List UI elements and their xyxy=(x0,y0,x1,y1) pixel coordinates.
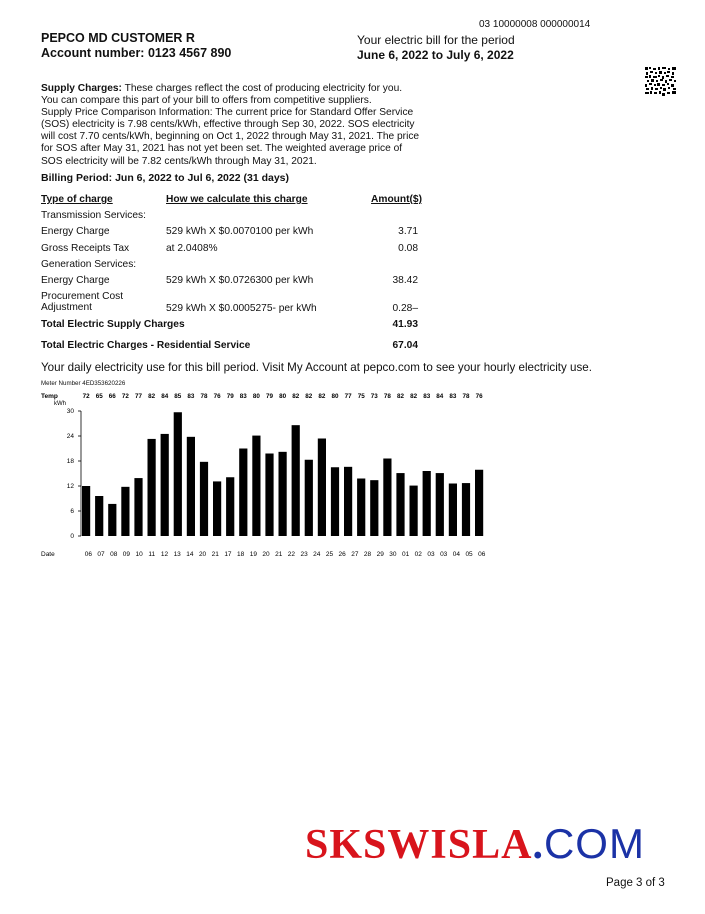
temp-value: 72 xyxy=(121,393,129,400)
charges-table xyxy=(41,194,430,356)
usage-bar xyxy=(423,471,431,536)
date-tick-label: 20 xyxy=(262,551,270,558)
document-id: 03 10000008 000000014 xyxy=(479,19,591,30)
usage-bar xyxy=(148,439,156,536)
usage-bar xyxy=(370,480,378,536)
date-tick-label: 18 xyxy=(237,551,245,558)
usage-bar xyxy=(200,462,208,536)
table-row xyxy=(41,243,430,259)
usage-bar xyxy=(331,467,339,536)
billing-period: Billing Period: Jun 6, 2022 to Jul 6, 2022 (31 days) xyxy=(41,172,290,184)
usage-bar xyxy=(279,452,287,536)
table-row xyxy=(41,275,430,291)
temp-value: 80 xyxy=(331,393,339,400)
usage-bar xyxy=(82,486,90,536)
temp-value: 84 xyxy=(161,393,169,400)
usage-bar xyxy=(383,459,391,537)
date-tick-label: 22 xyxy=(287,551,296,558)
temp-value: 85 xyxy=(174,393,182,400)
table-row xyxy=(41,259,430,275)
total-supply-row xyxy=(41,319,430,335)
temp-value: 79 xyxy=(265,393,274,400)
temp-value: 77 xyxy=(344,393,352,400)
temp-value: 82 xyxy=(318,393,326,400)
temp-value: 77 xyxy=(134,393,143,400)
temp-value: 73 xyxy=(370,393,378,400)
charge-type: Generation Services: xyxy=(41,258,137,270)
usage-bar xyxy=(239,449,247,537)
total-residential-label: Total Electric Charges - Residential Service xyxy=(41,339,251,351)
temp-value: 82 xyxy=(148,393,156,400)
charge-calculation: 529 kWh X $0.0070100 per kWh xyxy=(166,226,314,238)
date-tick-label: 21 xyxy=(211,551,219,558)
table-row xyxy=(41,291,430,319)
total-supply-amount: 41.93 xyxy=(392,319,418,331)
total-supply-label: Total Electric Supply Charges xyxy=(41,319,185,331)
y-tick-label: 6 xyxy=(70,508,74,515)
usage-bar xyxy=(318,439,326,537)
bill-period-label: Your electric bill for the period xyxy=(357,33,515,47)
usage-bar xyxy=(265,454,273,537)
x-axis-label: Date xyxy=(41,551,55,558)
date-tick-label: 08 xyxy=(110,551,118,558)
temp-value: 66 xyxy=(108,393,116,400)
date-tick-label: 23 xyxy=(300,551,308,558)
temp-value: 84 xyxy=(436,393,444,400)
temp-value: 78 xyxy=(383,393,391,400)
usage-bar xyxy=(462,483,470,536)
usage-bar xyxy=(174,412,182,536)
charge-amount: 0.28– xyxy=(392,303,418,315)
y-tick-label: 24 xyxy=(66,433,74,440)
charge-calculation xyxy=(166,259,363,275)
table-row xyxy=(41,210,430,226)
charge-amount: 38.42 xyxy=(392,274,418,286)
temp-value: 75 xyxy=(357,393,365,400)
charges-header-row xyxy=(41,194,430,210)
charge-calculation xyxy=(166,210,363,226)
usage-bar xyxy=(449,484,457,537)
usage-bar xyxy=(161,434,169,536)
total-residential-amount: 67.04 xyxy=(392,339,418,351)
watermark-tld: COM xyxy=(543,820,645,867)
date-tick-label: 09 xyxy=(122,551,131,558)
watermark-main: SKSWISLA xyxy=(305,822,533,868)
temp-value: 83 xyxy=(423,393,431,400)
usage-note: Your daily electricity use for this bill period. Visit My Account at pepco.com to see your hourly electricity use. xyxy=(41,361,592,374)
supply-line-2: You can compare this part of your bill to offers from competitive suppliers. xyxy=(41,95,372,107)
date-tick-label: 07 xyxy=(97,551,105,558)
y-tick-label: 18 xyxy=(66,458,74,465)
date-tick-label: 03 xyxy=(427,551,435,558)
usage-bar xyxy=(134,478,142,536)
temp-label: Temp xyxy=(41,393,58,400)
date-tick-label: 24 xyxy=(313,551,321,558)
y-tick-label: 12 xyxy=(66,483,74,490)
temp-value: 76 xyxy=(213,393,221,400)
temp-value: 82 xyxy=(396,393,405,400)
charge-amount xyxy=(363,210,430,226)
usage-bar xyxy=(436,473,444,536)
customer-name: PEPCO MD CUSTOMER R xyxy=(41,31,195,45)
bill-period-dates: June 6, 2022 to July 6, 2022 xyxy=(357,48,514,62)
charge-calculation: 529 kWh X $0.0005275- per kWh xyxy=(166,303,317,315)
temp-value: 76 xyxy=(475,393,483,400)
account-number: Account number: 0123 4567 890 xyxy=(41,46,232,60)
date-tick-label: 19 xyxy=(249,551,257,558)
date-tick-label: 12 xyxy=(160,551,169,558)
usage-bar xyxy=(95,496,103,536)
temp-value: 78 xyxy=(200,393,208,400)
temp-value: 83 xyxy=(187,393,195,400)
watermark-logo xyxy=(305,820,645,869)
temp-value: 83 xyxy=(449,393,457,400)
page-number: Page 3 of 3 xyxy=(606,877,665,889)
usage-bar xyxy=(410,486,418,536)
charge-calculation: 529 kWh X $0.0726300 per kWh xyxy=(166,274,314,286)
header-amount: Amount($) xyxy=(371,194,422,205)
usage-bar xyxy=(121,487,129,536)
date-tick-label: 06 xyxy=(84,551,92,558)
usage-bar xyxy=(252,436,260,536)
date-tick-label: 29 xyxy=(376,551,384,558)
temp-value: 82 xyxy=(292,393,300,400)
temp-value: 79 xyxy=(226,393,234,400)
date-tick-label: 30 xyxy=(389,551,397,558)
y-axis-label: kWh xyxy=(54,401,66,407)
date-tick-label: 28 xyxy=(363,551,372,558)
charge-amount: 3.71 xyxy=(398,226,418,238)
date-tick-label: 14 xyxy=(186,551,194,558)
temp-value: 65 xyxy=(95,393,103,400)
daily-usage-chart xyxy=(40,390,500,565)
total-residential-row xyxy=(41,336,430,356)
temp-value: 82 xyxy=(305,393,313,400)
date-tick-label: 03 xyxy=(440,551,448,558)
charge-type: Transmission Services: xyxy=(41,210,146,222)
usage-bar xyxy=(292,425,300,536)
usage-bar xyxy=(187,437,195,536)
bill-period-block xyxy=(357,33,515,63)
charge-type: Energy Charge xyxy=(41,274,110,286)
date-tick-label: 10 xyxy=(135,551,143,558)
usage-bar xyxy=(475,470,483,536)
date-tick-label: 17 xyxy=(224,551,232,558)
temp-value: 80 xyxy=(279,393,287,400)
usage-bar xyxy=(357,479,365,537)
supply-line-3: Supply Price Comparison Information: The current price for Standard Offer Service (SOS) electricity is 7.98 cents/kWh, effective through Sep 30, 2022. SOS electricity will cost 7.70 cents/kWh, beginning on Oct 1, 2022 through May 31, 2021. The price for SOS after May 31, 2021 has not yet been set. The weighted average price of SOS electricity will be 7.82 cents/kWh through May 31, 2021. xyxy=(41,107,420,167)
y-tick-label: 0 xyxy=(70,533,74,540)
supply-charges-info xyxy=(41,83,421,168)
charge-type: Procurement Cost Adjustment xyxy=(41,291,124,314)
date-tick-label: 05 xyxy=(465,551,473,558)
date-tick-label: 26 xyxy=(338,551,346,558)
date-tick-label: 01 xyxy=(401,551,410,558)
charge-amount: 0.08 xyxy=(398,242,418,254)
header-calculation: How we calculate this charge xyxy=(166,194,308,205)
date-tick-label: 13 xyxy=(173,551,181,558)
date-tick-label: 21 xyxy=(275,551,283,558)
watermark-dot: . xyxy=(532,822,544,868)
temp-value: 72 xyxy=(82,393,90,400)
temp-value: 78 xyxy=(462,393,470,400)
usage-bar xyxy=(226,477,234,536)
temp-value: 80 xyxy=(252,393,260,400)
qr-code-icon xyxy=(645,67,676,96)
customer-block xyxy=(41,31,231,61)
temp-value: 82 xyxy=(410,393,418,400)
charge-amount xyxy=(363,259,430,275)
charge-type: Energy Charge xyxy=(41,226,110,238)
usage-bar xyxy=(108,504,116,536)
temp-value: 83 xyxy=(239,393,247,400)
y-tick-label: 30 xyxy=(66,408,74,415)
date-tick-label: 25 xyxy=(325,551,334,558)
usage-bar xyxy=(213,481,221,536)
charge-type: Gross Receipts Tax xyxy=(41,242,130,254)
supply-heading: Supply Charges: xyxy=(41,83,122,94)
charge-calculation: at 2.0408% xyxy=(166,242,218,254)
usage-bar xyxy=(305,460,313,536)
date-tick-label: 02 xyxy=(414,551,422,558)
table-row xyxy=(41,226,430,242)
date-tick-label: 20 xyxy=(198,551,207,558)
date-tick-label: 11 xyxy=(148,551,156,558)
header-type: Type of charge xyxy=(41,194,113,205)
supply-intro xyxy=(41,83,421,95)
date-tick-label: 06 xyxy=(478,551,486,558)
usage-bar xyxy=(396,473,404,536)
date-tick-label: 04 xyxy=(452,551,460,558)
supply-line-1: These charges reflect the cost of producing electricity for you. xyxy=(121,83,403,94)
date-tick-label: 27 xyxy=(351,551,359,558)
meter-number: Meter Number 4ED353620226 xyxy=(41,380,126,387)
usage-bar xyxy=(344,467,352,536)
